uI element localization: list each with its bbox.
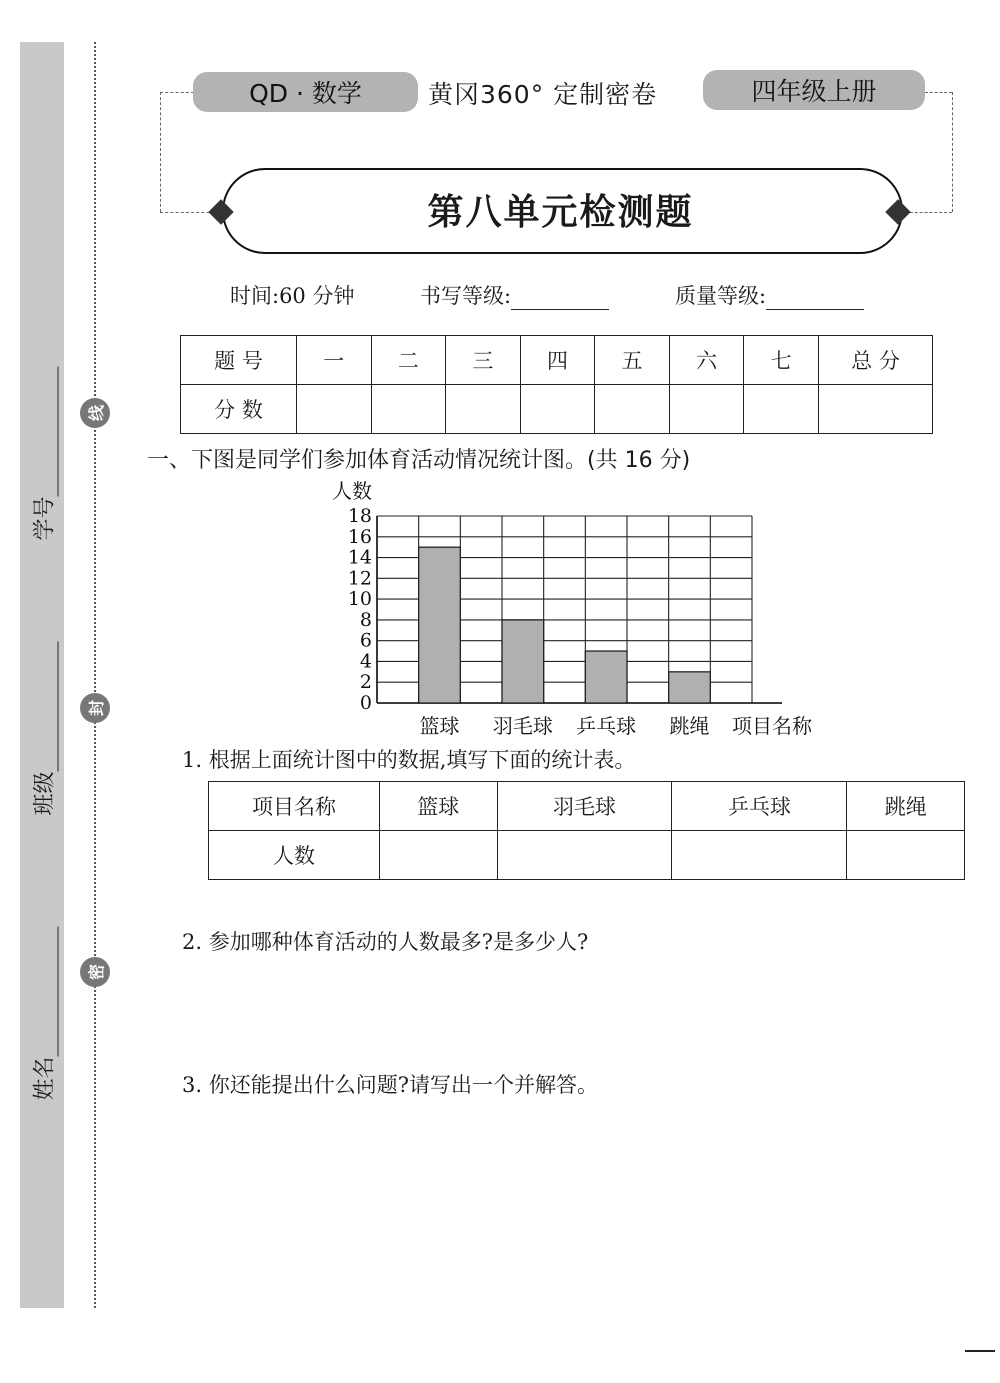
- y-tick-label: 18: [347, 505, 372, 527]
- x-tick-label: 羽毛球: [492, 714, 553, 738]
- stat-header-cell: 项目名称: [209, 782, 380, 831]
- question-1-2: 2. 参加哪种体育活动的人数最多?是多少人?: [182, 930, 589, 954]
- seal-mi: 密: [80, 957, 110, 987]
- y-tick-label: 10: [347, 588, 372, 611]
- header-dash: [905, 212, 952, 213]
- class-label: [28, 616, 59, 816]
- writing-grade-label: 书写等级:: [420, 284, 512, 308]
- score-header-cell: 三: [446, 336, 521, 385]
- stat-header-cell: 篮球: [380, 782, 498, 831]
- question-1-1: 1. 根据上面统计图中的数据,填写下面的统计表。: [182, 748, 636, 772]
- score-cell[interactable]: [744, 385, 819, 434]
- stat-header-cell: 乒乓球: [672, 782, 847, 831]
- stat-cell[interactable]: [497, 831, 672, 880]
- student-id-blank[interactable]: [36, 366, 59, 496]
- y-tick-label: 0: [359, 692, 372, 714]
- score-header-cell: 二: [371, 336, 446, 385]
- stat-cell[interactable]: [672, 831, 847, 880]
- y-tick-label: 12: [347, 567, 372, 590]
- name-label: [28, 901, 59, 1101]
- stat-header-cell: 跳绳: [847, 782, 965, 831]
- stat-table-header-row: [209, 782, 965, 831]
- seal-feng: 封: [80, 693, 110, 723]
- seal-xian: 线: [80, 398, 110, 428]
- score-row-label: 分 数: [181, 385, 297, 434]
- y-tick-label: 2: [359, 671, 372, 694]
- subject-pill: QD · 数学: [193, 72, 418, 112]
- time-info: 时间:60 分钟: [230, 284, 355, 308]
- score-header-cell: 六: [669, 336, 744, 385]
- score-cell[interactable]: [520, 385, 595, 434]
- x-tick-label: 跳绳: [669, 714, 710, 738]
- page-title: 第八单元检测题: [427, 190, 694, 233]
- score-header-cell: 五: [595, 336, 670, 385]
- stat-header-cell: 羽毛球: [497, 782, 672, 831]
- grade-pill: 四年级上册: [703, 70, 925, 110]
- y-tick-label: 14: [347, 546, 372, 569]
- score-header-cell: 七: [744, 336, 819, 385]
- quality-grade: [675, 280, 864, 310]
- bar-chart: [300, 478, 840, 740]
- stat-cell[interactable]: [380, 831, 498, 880]
- score-table: [180, 335, 933, 434]
- score-table-header-row: [181, 336, 933, 385]
- header-dash: [925, 92, 952, 93]
- x-tick-label: 篮球: [419, 714, 460, 738]
- writing-grade: [420, 280, 609, 310]
- stat-cell[interactable]: [847, 831, 965, 880]
- y-tick-label: 16: [347, 525, 372, 548]
- score-cell[interactable]: [819, 385, 933, 434]
- bar: [502, 620, 544, 703]
- score-table-score-row: [181, 385, 933, 434]
- score-cell[interactable]: [595, 385, 670, 434]
- page-edge-mark: [965, 1350, 995, 1352]
- score-header-cell: 一: [297, 336, 372, 385]
- header-dash: [160, 92, 161, 212]
- y-tick-label: 4: [359, 650, 372, 673]
- score-header-cell: 四: [520, 336, 595, 385]
- question-1-3: 3. 你还能提出什么问题?请写出一个并解答。: [182, 1073, 598, 1097]
- stat-table-count-row: [209, 831, 965, 880]
- student-id-label: [28, 341, 59, 541]
- class-text: 班级: [32, 771, 58, 816]
- bar: [585, 651, 627, 703]
- score-cell[interactable]: [297, 385, 372, 434]
- x-axis-title: 项目名称: [732, 714, 812, 738]
- bar: [669, 672, 711, 703]
- y-axis-title: 人数: [332, 479, 372, 503]
- quality-grade-label: 质量等级:: [675, 284, 767, 308]
- cut-line: [94, 42, 96, 1308]
- bar: [419, 547, 461, 703]
- student-id-text: 学号: [32, 496, 58, 541]
- score-header-cell: 总 分: [819, 336, 933, 385]
- quality-grade-blank[interactable]: [766, 287, 864, 310]
- brand-text: 黄冈360° 定制密卷: [428, 80, 658, 109]
- y-tick-label: 8: [359, 608, 372, 631]
- class-blank[interactable]: [36, 641, 59, 771]
- writing-grade-blank[interactable]: [511, 287, 609, 310]
- header-dash: [952, 92, 953, 212]
- stat-row-label: 人数: [209, 831, 380, 880]
- x-tick-label: 乒乓球: [576, 714, 637, 738]
- score-header-cell: 题 号: [181, 336, 297, 385]
- y-tick-label: 6: [359, 629, 372, 652]
- name-text: 姓名: [32, 1056, 58, 1101]
- stat-table: [208, 781, 965, 880]
- name-blank[interactable]: [36, 926, 59, 1056]
- score-cell[interactable]: [446, 385, 521, 434]
- question-1-heading: 一、下图是同学们参加体育活动情况统计图。(共 16 分): [147, 448, 691, 473]
- score-cell[interactable]: [371, 385, 446, 434]
- score-cell[interactable]: [669, 385, 744, 434]
- header-dash: [160, 92, 194, 93]
